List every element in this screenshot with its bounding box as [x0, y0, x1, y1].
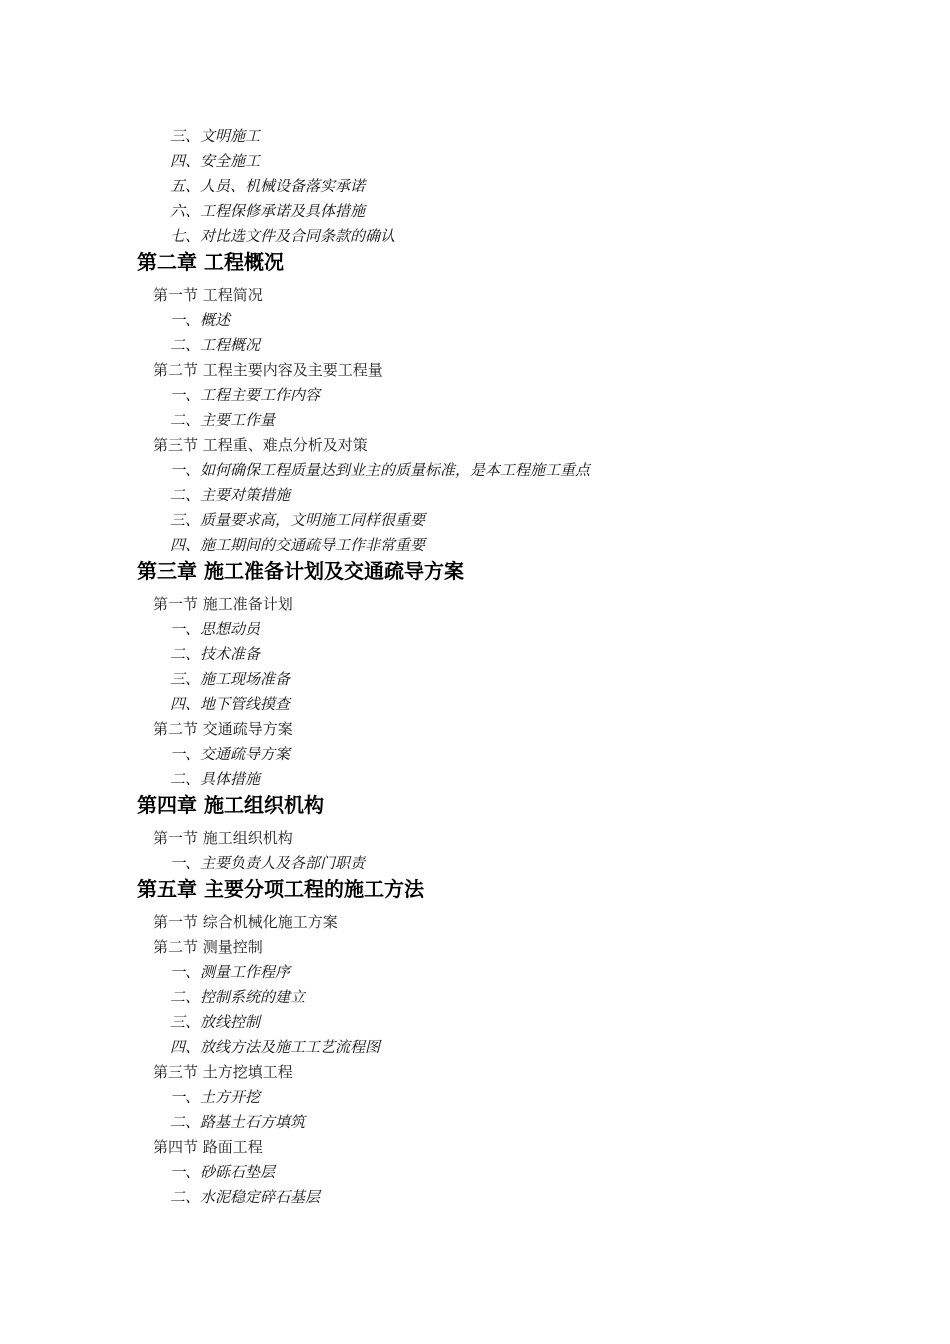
section-heading[interactable]: 第三节 土方挖填工程 [153, 1063, 293, 1081]
table-of-contents [0, 124, 950, 1210]
toc-item[interactable]: 三、放线控制 [170, 1013, 261, 1031]
section-heading[interactable]: 第一节 工程简况 [153, 286, 263, 304]
toc-item[interactable]: 一、概述 [170, 311, 231, 329]
toc-item[interactable]: 六、工程保修承诺及具体措施 [170, 202, 366, 220]
chapter-heading[interactable]: 第五章 主要分项工程的施工方法 [137, 877, 424, 901]
toc-item[interactable]: 一、测量工作程序 [170, 963, 291, 981]
toc-item[interactable]: 七、对比选文件及合同条款的确认 [170, 227, 396, 245]
section-heading[interactable]: 第二节 测量控制 [153, 938, 263, 956]
toc-item[interactable]: 一、如何确保工程质量达到业主的质量标准，是本工程施工重点 [170, 461, 591, 479]
toc-item[interactable]: 二、主要工作量 [170, 411, 276, 429]
toc-item[interactable]: 四、地下管线摸查 [170, 695, 291, 713]
toc-item[interactable]: 二、水泥稳定碎石基层 [170, 1188, 321, 1206]
toc-item[interactable]: 三、质量要求高，文明施工同样很重要 [170, 511, 426, 529]
chapter-heading[interactable]: 第四章 施工组织机构 [137, 793, 324, 817]
toc-item[interactable]: 一、主要负责人及各部门职责 [170, 854, 366, 872]
section-heading[interactable]: 第一节 综合机械化施工方案 [153, 913, 338, 931]
toc-item[interactable]: 三、文明施工 [170, 127, 261, 145]
section-heading[interactable]: 第二节 交通疏导方案 [153, 720, 293, 738]
toc-item[interactable]: 三、施工现场准备 [170, 670, 291, 688]
toc-item[interactable]: 二、控制系统的建立 [170, 988, 306, 1006]
section-heading[interactable]: 第三节 工程重、难点分析及对策 [153, 436, 368, 454]
section-heading[interactable]: 第二节 工程主要内容及主要工程量 [153, 361, 383, 379]
chapter-heading[interactable]: 第二章 工程概况 [137, 250, 284, 274]
toc-item[interactable]: 二、路基土石方填筑 [170, 1113, 306, 1131]
toc-item[interactable]: 四、施工期间的交通疏导工作非常重要 [170, 536, 426, 554]
section-heading[interactable]: 第一节 施工组织机构 [153, 829, 293, 847]
toc-item[interactable]: 四、安全施工 [170, 152, 261, 170]
toc-item[interactable]: 一、工程主要工作内容 [170, 386, 321, 404]
section-heading[interactable]: 第一节 施工准备计划 [153, 595, 293, 613]
section-heading[interactable]: 第四节 路面工程 [153, 1138, 263, 1156]
toc-item[interactable]: 二、技术准备 [170, 645, 261, 663]
toc-item[interactable]: 二、主要对策措施 [170, 486, 291, 504]
toc-item[interactable]: 一、交通疏导方案 [170, 745, 291, 763]
toc-item[interactable]: 二、工程概况 [170, 336, 261, 354]
toc-item[interactable]: 一、思想动员 [170, 620, 261, 638]
chapter-heading[interactable]: 第三章 施工准备计划及交通疏导方案 [137, 559, 464, 583]
toc-item[interactable]: 一、土方开挖 [170, 1088, 261, 1106]
toc-item[interactable]: 一、砂砾石垫层 [170, 1163, 276, 1181]
toc-item[interactable]: 二、具体措施 [170, 770, 261, 788]
toc-item[interactable]: 五、人员、机械设备落实承诺 [170, 177, 366, 195]
toc-item[interactable]: 四、放线方法及施工工艺流程图 [170, 1038, 381, 1056]
